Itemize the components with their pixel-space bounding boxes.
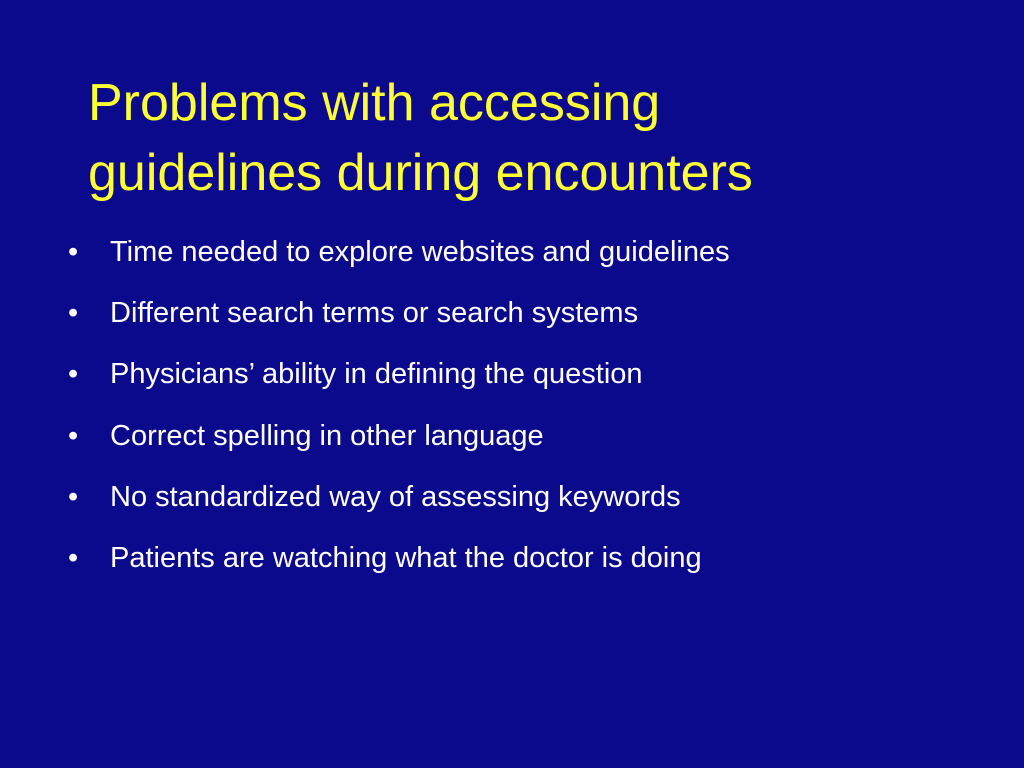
bullet-text: Correct spelling in other language — [110, 419, 544, 452]
bullet-icon: • — [68, 480, 79, 513]
bullet-icon: • — [68, 236, 79, 268]
bullet-icon: • — [68, 419, 79, 452]
slide-title-line: Problems with accessing — [88, 74, 661, 132]
bullet-list — [68, 222, 1008, 589]
bullet-item — [68, 344, 1008, 405]
slide-title-line: guidelines during encounters — [88, 144, 753, 202]
bullet-item — [68, 406, 1008, 467]
bullet-text: Time needed to explore websites and guidelines — [110, 236, 730, 268]
bullet-text: Physicians’ ability in defining the question — [110, 358, 643, 391]
bullet-item — [68, 467, 1008, 528]
bullet-item — [68, 528, 1008, 589]
bullet-item — [68, 222, 1008, 283]
bullet-icon: • — [68, 358, 79, 391]
bullet-item — [68, 283, 1008, 344]
bullet-icon: • — [68, 297, 79, 330]
slide-title — [88, 68, 988, 208]
bullet-icon: • — [68, 541, 79, 574]
bullet-text: Different search terms or search systems — [110, 297, 639, 330]
bullet-text: Patients are watching what the doctor is doing — [110, 541, 702, 574]
bullet-text: No standardized way of assessing keywords — [110, 480, 681, 513]
